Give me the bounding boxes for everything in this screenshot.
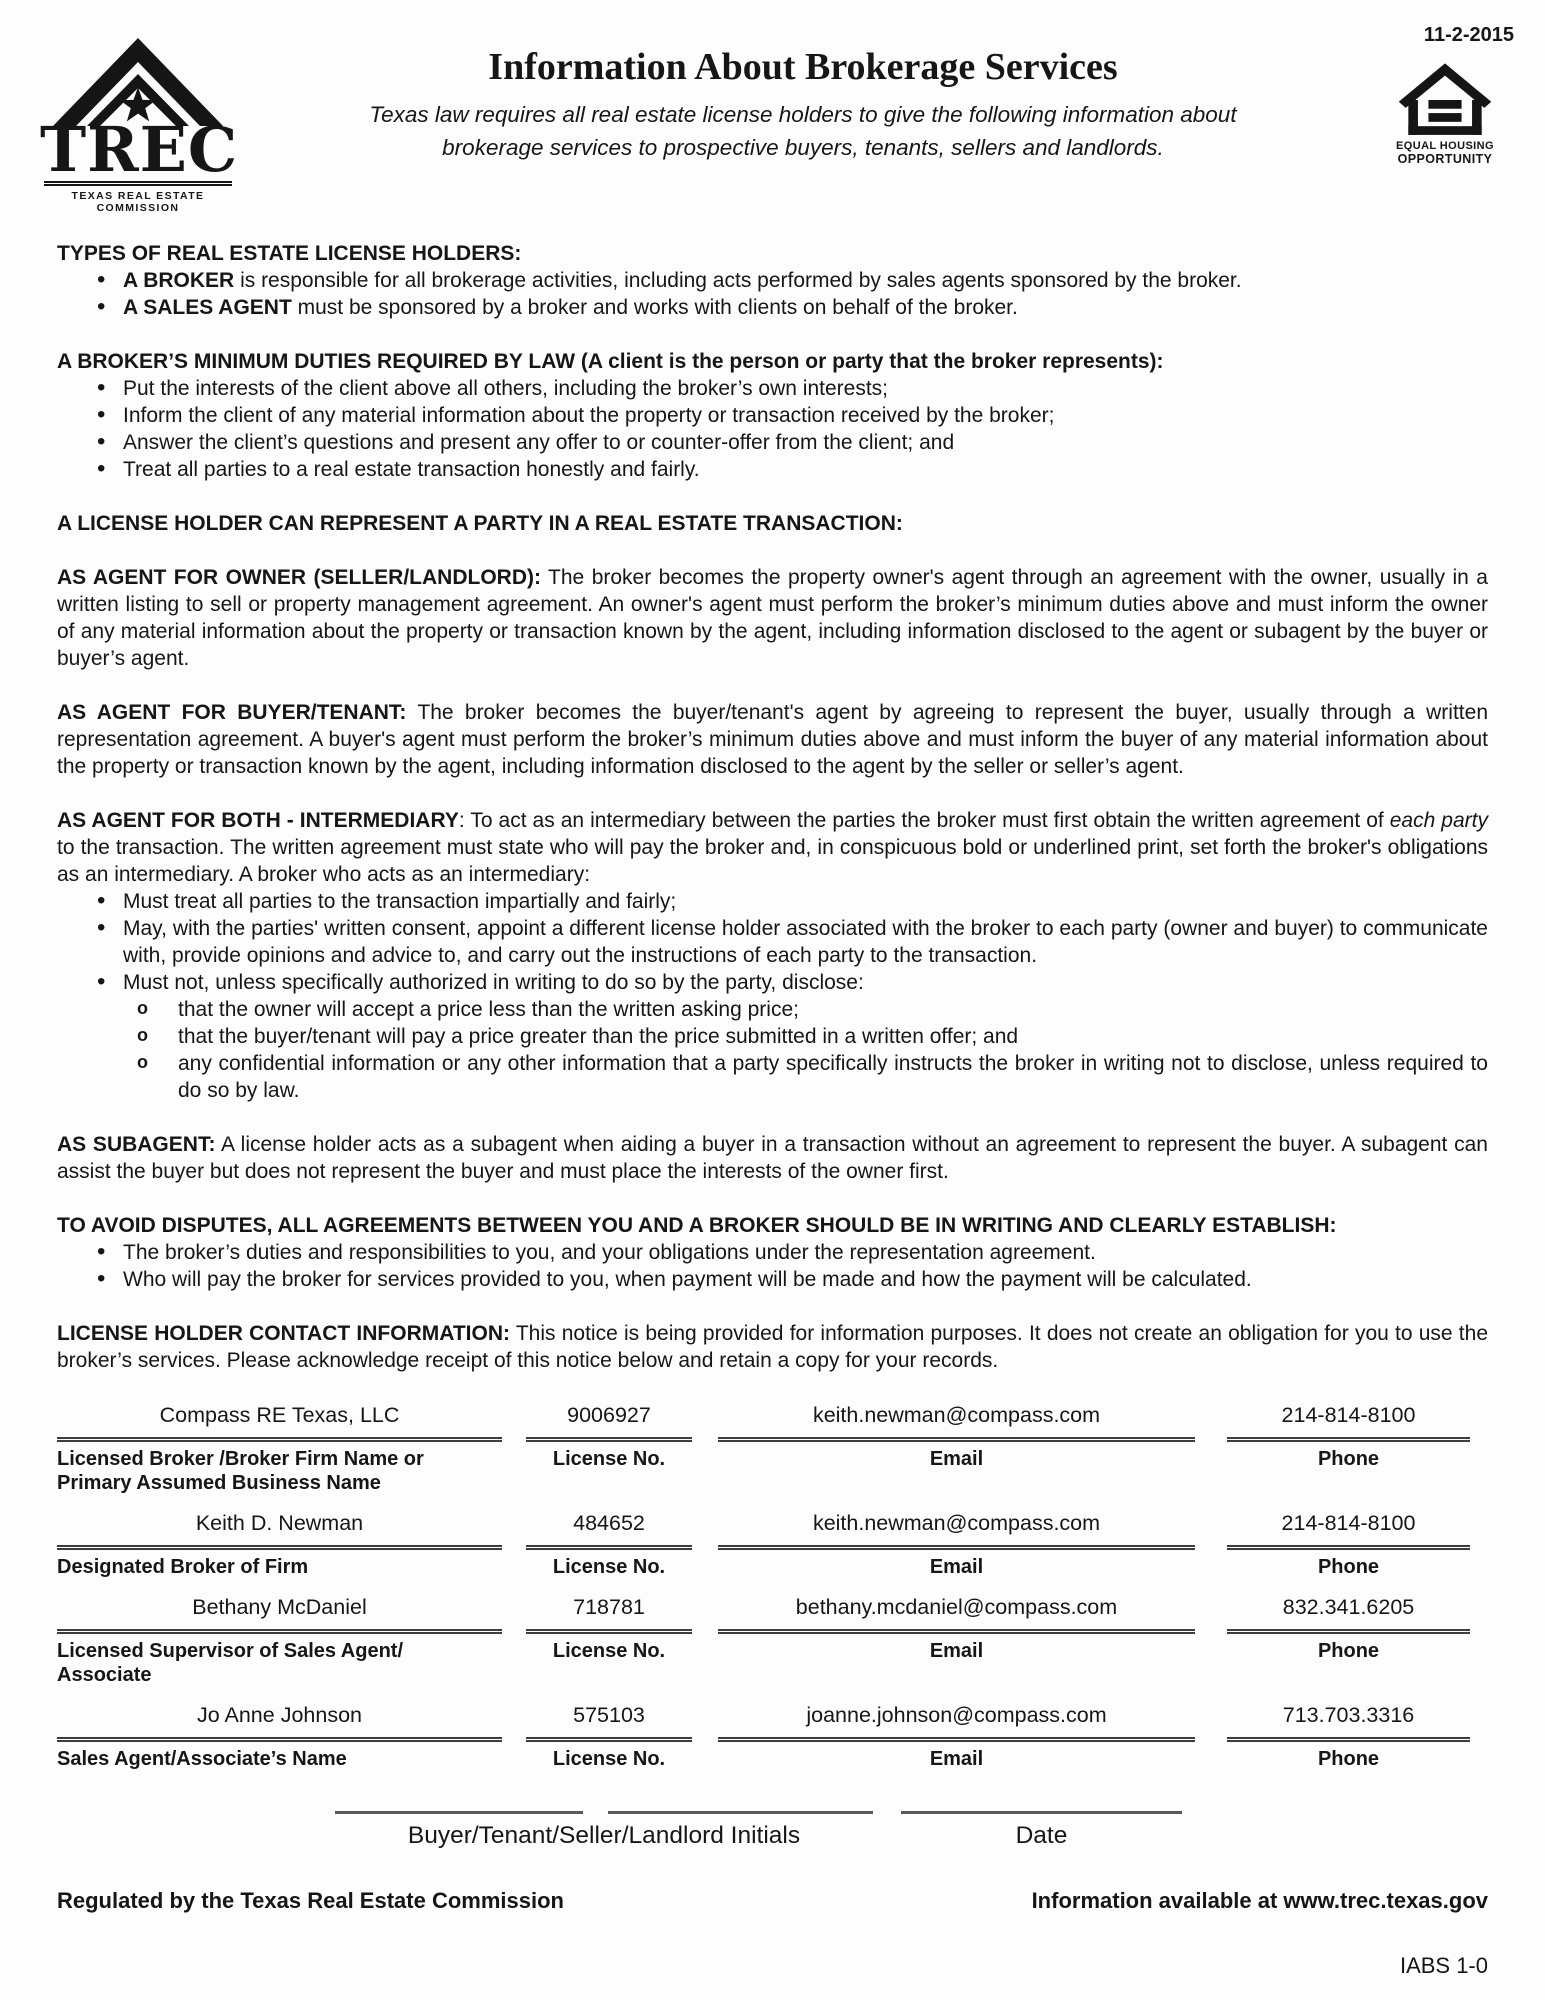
trec-roof-star-icon bbox=[53, 30, 223, 126]
contact-license-label: License No. bbox=[552, 1640, 666, 1662]
equal-housing-logo bbox=[1370, 63, 1520, 166]
contact-name-label: Sales Agent/Associate’s Name bbox=[57, 1748, 347, 1770]
contact-name-value: Keith D. Newman bbox=[195, 1511, 364, 1535]
contact-row-broker-firm bbox=[57, 1401, 1488, 1495]
bullet-lead: A BROKER bbox=[123, 269, 235, 292]
paragraph-text: This notice is being provided for information purposes. It does not create an obligation for you to use the broker’s services. Please acknowledge receipt of this notice below and retain a copy for your records. bbox=[57, 1322, 1488, 1372]
bullet-item: • Inform the client of any material information about the property or transaction received by the broker; bbox=[57, 402, 1488, 429]
contact-email-label: Email bbox=[929, 1748, 984, 1770]
contact-license-value: 484652 bbox=[573, 1511, 645, 1535]
contact-phone-value: 214-814-8100 bbox=[1281, 1403, 1416, 1427]
contact-phone-value: 832.341.6205 bbox=[1282, 1595, 1415, 1619]
section-represent-heading: A LICENSE HOLDER CAN REPRESENT A PARTY IN A REAL ESTATE TRANSACTION: bbox=[57, 512, 903, 535]
contact-email-label: Email bbox=[929, 1640, 984, 1662]
section-types-heading: TYPES OF REAL ESTATE LICENSE HOLDERS: bbox=[57, 242, 522, 265]
paragraph-lead: AS AGENT FOR BUYER/TENANT: bbox=[57, 701, 407, 724]
equal-housing-house-icon bbox=[1397, 63, 1493, 137]
contact-name-cell bbox=[57, 1401, 502, 1495]
paragraph-text: A license holder acts as a subagent when aiding a buyer in a transaction without an agreement to represent the buyer. A subagent can assist the buyer but does not represent the buyer and must place the interests of the owner first. bbox=[57, 1133, 1488, 1183]
paragraph-text: : To act as an intermediary between the parties the broker must first obtain the written agreement of bbox=[458, 809, 1390, 832]
section-intermediary bbox=[57, 807, 1488, 1104]
contact-name-label: Licensed Broker /Broker Firm Name or Primary Assumed Business Name bbox=[57, 1448, 424, 1494]
contact-license-value: 718781 bbox=[573, 1595, 645, 1619]
contact-email-cell bbox=[718, 1509, 1195, 1579]
section-subagent bbox=[57, 1131, 1488, 1185]
bullet-lead: A SALES AGENT bbox=[123, 296, 292, 319]
footer-info-available: Information available at www.trec.texas.gov bbox=[1031, 1888, 1488, 1913]
contact-phone-value: 713.703.3316 bbox=[1282, 1703, 1415, 1727]
sub-bullet-item: o that the owner will accept a price less than the written asking price; bbox=[57, 996, 1488, 1023]
bullet-item: • Who will pay the broker for services provided to you, when payment will be made and how the payment will be calculated. bbox=[57, 1266, 1488, 1293]
contact-license-cell bbox=[526, 1509, 692, 1579]
paragraph-lead: AS AGENT FOR BOTH - INTERMEDIARY bbox=[57, 809, 459, 832]
signature-labels bbox=[335, 1821, 1488, 1851]
contact-name-value: Jo Anne Johnson bbox=[197, 1703, 362, 1727]
footer-regulated-by: Regulated by the Texas Real Estate Commission bbox=[57, 1888, 564, 1913]
section-agent-owner bbox=[57, 564, 1488, 672]
bullet-item: • Must not, unless specifically authorized in writing to do so by the party, disclose: bbox=[57, 969, 1488, 996]
contact-row-designated-broker bbox=[57, 1509, 1488, 1579]
section-contact-info bbox=[57, 1320, 1488, 1374]
bullet-item bbox=[57, 294, 1488, 321]
contact-name-value: Compass RE Texas, LLC bbox=[159, 1403, 400, 1427]
header bbox=[40, 22, 1514, 214]
contact-phone-label: Phone bbox=[1317, 1448, 1380, 1470]
contact-license-cell bbox=[526, 1701, 692, 1771]
paragraph-text: The broker becomes the buyer/tenant's agent by agreeing to represent the buyer, usually through a written representation agreement. A buyer's agent must perform the broker’s minimum duties above and must inform the buyer of any material information about the property or transaction known by the agent, including information disclosed to the agent by the seller or seller’s agent. bbox=[57, 701, 1488, 778]
bullet-item: • Must treat all parties to the transaction impartially and fairly; bbox=[57, 888, 1488, 915]
contact-phone-label: Phone bbox=[1317, 1748, 1380, 1770]
contact-name-label: Licensed Supervisor of Sales Agent/ Associate bbox=[57, 1640, 404, 1686]
section-agent-buyer bbox=[57, 699, 1488, 780]
contact-row-supervisor bbox=[57, 1593, 1488, 1687]
contact-name-cell bbox=[57, 1701, 502, 1771]
contact-email-cell bbox=[718, 1701, 1195, 1771]
contact-email-cell bbox=[718, 1401, 1195, 1495]
contact-phone-cell bbox=[1227, 1401, 1470, 1495]
bullet-item: • Treat all parties to a real estate transaction honestly and fairly. bbox=[57, 456, 1488, 483]
contact-email-value: keith.newman@compass.com bbox=[812, 1403, 1101, 1427]
section-disputes-heading: TO AVOID DISPUTES, ALL AGREEMENTS BETWEEN YOU AND A BROKER SHOULD BE IN WRITING AND CLEARLY ESTABLISH: bbox=[57, 1214, 1337, 1237]
contact-license-value: 575103 bbox=[573, 1703, 645, 1727]
contact-phone-value: 214-814-8100 bbox=[1281, 1511, 1416, 1535]
contact-email-label: Email bbox=[929, 1448, 984, 1470]
date-line bbox=[901, 1811, 1182, 1814]
initials-label: Buyer/Tenant/Seller/Landlord Initials bbox=[407, 1822, 801, 1849]
header-title-block bbox=[236, 22, 1370, 164]
contacts-table bbox=[57, 1401, 1488, 1771]
contact-name-label: Designated Broker of Firm bbox=[57, 1556, 309, 1578]
contact-name-cell bbox=[57, 1593, 502, 1687]
contact-license-label: License No. bbox=[552, 1448, 666, 1470]
trec-logo bbox=[40, 30, 239, 214]
equal-housing-label-line2: OPPORTUNITY bbox=[1397, 152, 1493, 166]
bullet-item: • The broker’s duties and responsibilities to you, and your obligations under the representation agreement. bbox=[57, 1239, 1488, 1266]
contact-name-cell bbox=[57, 1509, 502, 1579]
contact-name-value: Bethany McDaniel bbox=[192, 1595, 367, 1619]
contact-license-cell bbox=[526, 1593, 692, 1687]
bullet-text: must be sponsored by a broker and works with clients on behalf of the broker. bbox=[291, 296, 1018, 319]
section-types bbox=[57, 240, 1488, 321]
section-disputes bbox=[57, 1212, 1488, 1293]
initials-line-2 bbox=[608, 1811, 873, 1814]
signature-lines bbox=[335, 1811, 1488, 1814]
contact-license-label: License No. bbox=[552, 1748, 666, 1770]
paragraph-text: to the transaction. The written agreement must state who will pay the broker and, in conspicuous bold or underlined print, set forth the broker's obligations as an intermediary. A broker who acts as an intermediary: bbox=[57, 836, 1488, 886]
sub-bullet-item: o that the buyer/tenant will pay a price greater than the price submitted in a written offer; and bbox=[57, 1023, 1488, 1050]
bullet-item: • Put the interests of the client above all others, including the broker’s own interests; bbox=[57, 375, 1488, 402]
trec-caption: TEXAS REAL ESTATE COMMISSION bbox=[71, 190, 205, 214]
contact-email-label: Email bbox=[929, 1556, 984, 1578]
initials-line-1 bbox=[335, 1811, 583, 1814]
intermediary-paragraph bbox=[57, 807, 1488, 888]
paragraph-lead: AS AGENT FOR OWNER (SELLER/LANDLORD): bbox=[57, 566, 541, 589]
sub-bullet-item: o any confidential information or any other information that a party specifically instructs the broker in writing not to disclose, unless required to do so by law. bbox=[57, 1050, 1488, 1104]
bullet-text: is responsible for all brokerage activities, including acts performed by sales agents sponsored by the broker. bbox=[234, 269, 1242, 292]
bullet-item: • May, with the parties' written consent, appoint a different license holder associated with the broker to each party (owner and buyer) to communicate with, provide opinions and advice to, and carry out the instructions of each party to the transaction. bbox=[57, 915, 1488, 969]
contact-phone-label: Phone bbox=[1317, 1640, 1380, 1662]
contact-phone-cell bbox=[1227, 1509, 1470, 1579]
paragraph-lead: LICENSE HOLDER CONTACT INFORMATION: bbox=[57, 1322, 510, 1345]
equal-housing-label-line1: EQUAL HOUSING bbox=[1396, 140, 1494, 152]
contact-phone-cell bbox=[1227, 1701, 1470, 1771]
contact-email-value: bethany.mcdaniel@compass.com bbox=[795, 1595, 1118, 1619]
page-title: Information About Brokerage Services bbox=[488, 46, 1118, 88]
revision-date: 11-2-2015 bbox=[1423, 24, 1514, 46]
trec-wordmark: TREC bbox=[40, 113, 239, 186]
page-subtitle: Texas law requires all real estate license holders to give the following information about brokerage services to prospective buyers, tenants, sellers and landlords. bbox=[369, 102, 1237, 160]
paragraph-text: The broker becomes the property owner's agent through an agreement with the owner, usually in a written listing to sell or property management agreement. An owner's agent must perform the broker’s minimum duties above and must inform the owner of any material information about the property or transaction known by the agent, including information disclosed to the agent or subagent by the buyer or buyer’s agent. bbox=[57, 566, 1488, 670]
bullet-item bbox=[57, 267, 1488, 294]
contact-phone-cell bbox=[1227, 1593, 1470, 1687]
contact-license-cell bbox=[526, 1401, 692, 1495]
contact-email-cell bbox=[718, 1593, 1195, 1687]
paragraph-italic: each party bbox=[1389, 809, 1488, 832]
paragraph-lead: AS SUBAGENT: bbox=[57, 1133, 216, 1156]
form-code: IABS 1-0 bbox=[1399, 1953, 1488, 1978]
contact-license-value: 9006927 bbox=[567, 1403, 651, 1427]
section-duties bbox=[57, 348, 1488, 483]
date-label: Date bbox=[1015, 1822, 1068, 1849]
contact-row-sales-agent bbox=[57, 1701, 1488, 1771]
contact-phone-label: Phone bbox=[1317, 1556, 1380, 1578]
contact-email-value: joanne.johnson@compass.com bbox=[806, 1703, 1107, 1727]
section-duties-heading: A BROKER’S MINIMUM DUTIES REQUIRED BY LAW (A client is the person or party that the broker represents): bbox=[57, 350, 1164, 373]
signature-block bbox=[57, 1811, 1488, 1851]
section-represent bbox=[57, 510, 1488, 537]
footer bbox=[57, 1887, 1488, 1914]
contact-email-value: keith.newman@compass.com bbox=[812, 1511, 1101, 1535]
contact-license-label: License No. bbox=[552, 1556, 666, 1578]
bullet-item: • Answer the client’s questions and present any offer to or counter-offer from the client; and bbox=[57, 429, 1488, 456]
header-right-block bbox=[1370, 22, 1520, 166]
